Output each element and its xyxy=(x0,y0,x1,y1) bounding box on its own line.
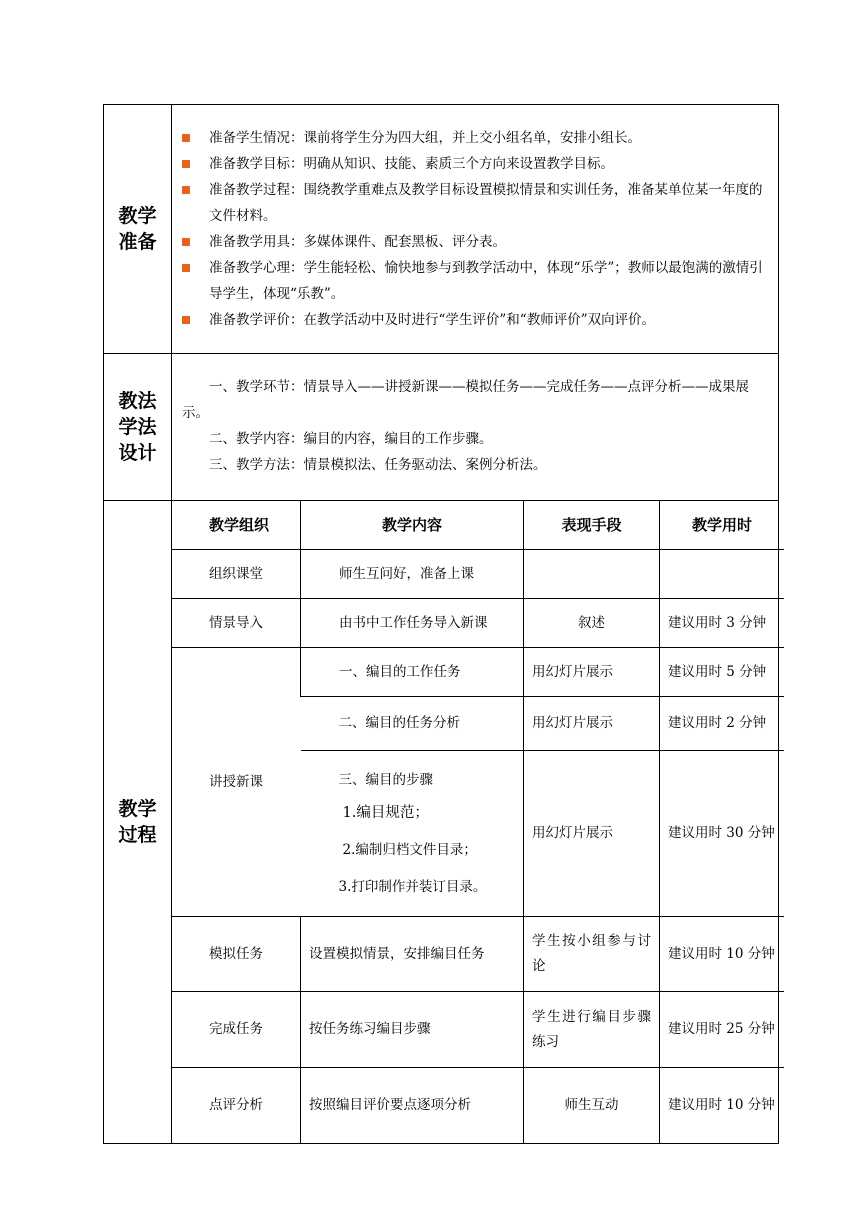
table-row xyxy=(172,550,784,599)
methods-label xyxy=(104,354,172,501)
cell-time xyxy=(660,550,785,599)
table-row xyxy=(172,1068,784,1143)
header-org: 教学组织 xyxy=(208,515,269,534)
process-content xyxy=(172,501,779,1144)
cell-org: 模拟任务 xyxy=(172,917,301,992)
cell-means: 师生互动 xyxy=(524,1068,660,1143)
lesson-plan-table xyxy=(103,104,779,1144)
cell-means: 学生进行编目步骤练习 xyxy=(524,992,660,1068)
cell-content: 按任务练习编目步骤 xyxy=(301,992,524,1068)
header-means: 表现手段 xyxy=(524,501,660,550)
list-item-text: 准备教学心理：学生能轻松、愉快地参与到教学活动中，体现“乐学”；教师以最饱满的激情引导学生，体现“乐教”。 xyxy=(209,260,763,302)
table-row xyxy=(172,648,784,697)
square-bullet-icon xyxy=(182,264,190,272)
cell-org: 组织课堂 xyxy=(172,550,301,599)
cell-org: 讲授新课 xyxy=(172,648,301,917)
step-line: 三、编目的步骤 xyxy=(338,772,433,788)
process-label-line: 过程 xyxy=(118,823,157,846)
list-item xyxy=(182,177,766,229)
methods-row xyxy=(104,354,779,501)
list-item xyxy=(182,229,766,255)
table-row xyxy=(172,992,784,1068)
list-item xyxy=(182,255,766,307)
list-item-text: 准备教学目标：明确从知识、技能、素质三个方向来设置教学目标。 xyxy=(209,156,614,172)
methods-label-line: 教法 xyxy=(118,390,157,412)
cell-content: 按照编目评价要点逐项分析 xyxy=(301,1068,524,1143)
table-row xyxy=(172,599,784,648)
preparation-content xyxy=(172,105,779,354)
cell-content xyxy=(301,751,524,917)
list-item-text: 准备教学用具：多媒体课件、配套黑板、评分表。 xyxy=(209,234,506,250)
cell-time: 建议用时 10 分钟 xyxy=(660,1068,785,1143)
header-time: 教学用时 xyxy=(660,501,785,550)
step-line: 3.打印制作并装订目录。 xyxy=(338,879,487,895)
cell-means: 用幻灯片展示 xyxy=(524,751,660,917)
process-label-line: 教学 xyxy=(118,797,157,820)
list-item xyxy=(182,151,766,177)
process-table xyxy=(172,501,784,1143)
process-header-row xyxy=(172,501,784,550)
process-row xyxy=(104,501,779,1144)
steps-list xyxy=(301,751,524,916)
square-bullet-icon xyxy=(182,186,190,194)
cell-content: 二、编目的任务分析 xyxy=(301,697,524,751)
method-item: 三、教学方法：情景模拟法、任务驱动法、案例分析法。 xyxy=(209,457,547,473)
methods-list xyxy=(172,354,778,500)
preparation-list xyxy=(172,105,778,353)
square-bullet-icon xyxy=(182,160,190,168)
list-item-text: 准备教学评价：在教学活动中及时进行“学生评价”和“教师评价”双向评价。 xyxy=(209,312,656,328)
list-item-text: 准备学生情况：课前将学生分为四大组，并上交小组名单，安排小组长。 xyxy=(209,130,641,146)
cell-means: 用幻灯片展示 xyxy=(524,697,660,751)
square-bullet-icon xyxy=(182,316,190,324)
methods-content xyxy=(172,354,779,501)
cell-means: 叙述 xyxy=(524,599,660,648)
cell-means: 用幻灯片展示 xyxy=(524,648,660,697)
cell-org: 点评分析 xyxy=(172,1068,301,1143)
method-item: 二、教学内容：编目的内容，编目的工作步骤。 xyxy=(209,431,493,447)
cell-time: 建议用时 2 分钟 xyxy=(660,697,785,751)
cell-means xyxy=(524,550,660,599)
cell-content: 师生互问好，准备上课 xyxy=(301,550,524,599)
preparation-row xyxy=(104,105,779,354)
preparation-label xyxy=(104,105,172,354)
methods-label-line: 设计 xyxy=(118,442,157,464)
cell-time: 建议用时 30 分钟 xyxy=(660,751,785,917)
table-row xyxy=(172,917,784,992)
step-line: 2.编制归档文件目录； xyxy=(342,842,477,858)
methods-label-line: 学法 xyxy=(118,416,157,438)
process-label xyxy=(104,501,172,1144)
square-bullet-icon xyxy=(182,134,190,142)
preparation-label-line: 教学 xyxy=(118,205,157,227)
cell-content: 设置模拟情景，安排编目任务 xyxy=(301,917,524,992)
cell-content: 由书中工作任务导入新课 xyxy=(301,599,524,648)
step-line: 1.编目规范； xyxy=(342,805,429,821)
header-content: 教学内容 xyxy=(301,501,524,550)
list-item-text: 准备教学过程：围绕教学重难点及教学目标设置模拟情景和实训任务，准备某单位某一年度的文件材料。 xyxy=(209,182,763,224)
cell-means: 学生按小组参与讨论 xyxy=(524,917,660,992)
method-item: 一、教学环节：情景导入——讲授新课——模拟任务——完成任务——点评分析——成果展示。 xyxy=(182,379,749,421)
cell-time: 建议用时 5 分钟 xyxy=(660,648,785,697)
cell-org: 情景导入 xyxy=(172,599,301,648)
cell-content: 一、编目的工作任务 xyxy=(301,648,524,697)
preparation-label-line: 准备 xyxy=(118,231,157,253)
cell-org: 完成任务 xyxy=(172,992,301,1068)
list-item xyxy=(182,125,766,151)
square-bullet-icon xyxy=(182,238,190,246)
list-item xyxy=(182,307,766,333)
cell-time: 建议用时 25 分钟 xyxy=(660,992,785,1068)
cell-time: 建议用时 10 分钟 xyxy=(660,917,785,992)
cell-time: 建议用时 3 分钟 xyxy=(660,599,785,648)
